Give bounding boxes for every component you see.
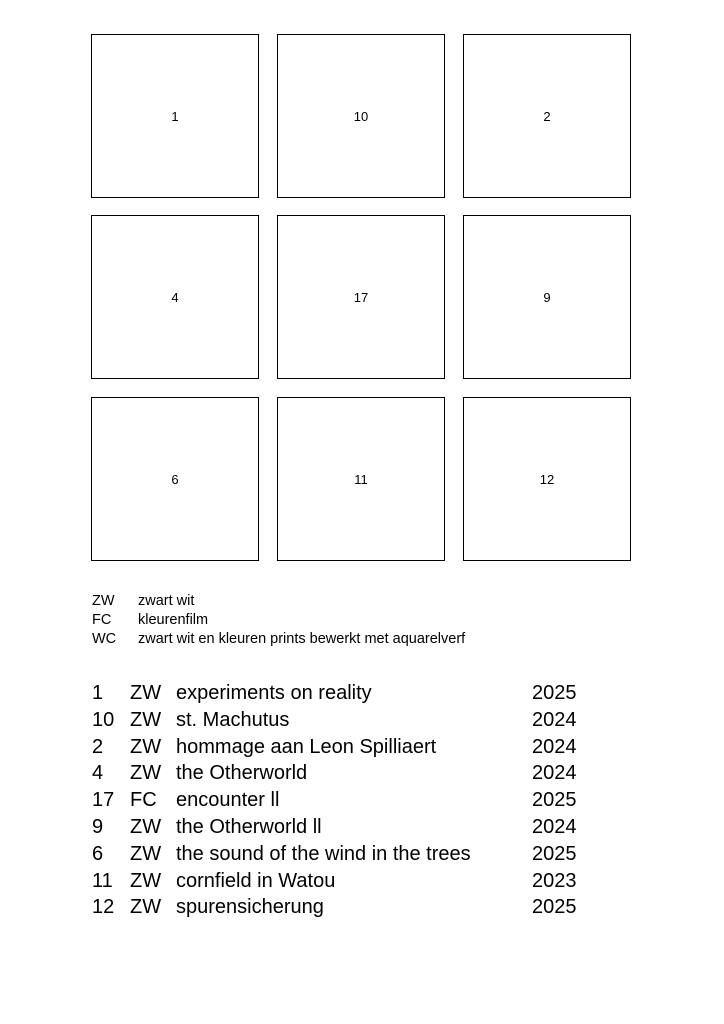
tile-number: 4 — [171, 289, 179, 305]
list-item — [92, 787, 592, 814]
legend-description: kleurenfilm — [138, 612, 209, 628]
work-type: ZW — [130, 682, 162, 704]
tile-number: 9 — [543, 289, 551, 305]
work-year: 2025 — [532, 682, 577, 704]
tile-number: 10 — [353, 108, 369, 124]
work-number: 11 — [92, 869, 113, 892]
work-type: ZW — [130, 762, 162, 785]
legend-row — [92, 630, 465, 649]
work-year: 2024 — [532, 762, 577, 785]
tile-number: 11 — [354, 471, 368, 487]
grid-tile — [277, 34, 445, 198]
legend-code: WC — [92, 631, 117, 647]
grid-tile — [91, 34, 259, 198]
work-title: hommage aan Leon Spilliaert — [176, 735, 437, 758]
list-item — [92, 814, 592, 841]
work-type: ZW — [130, 735, 162, 758]
work-title: encounter ll — [176, 789, 280, 812]
legend-code: ZW — [92, 593, 115, 609]
work-title: experiments on reality — [176, 682, 372, 704]
work-number: 17 — [92, 789, 115, 812]
list-item — [92, 707, 592, 734]
list-item — [92, 841, 592, 868]
legend-row — [92, 611, 465, 630]
work-year: 2024 — [532, 708, 577, 731]
grid-tile — [463, 397, 631, 561]
grid-tile — [277, 215, 445, 379]
legend-code: FC — [92, 612, 112, 628]
tile-number: 12 — [539, 471, 555, 487]
tile-number: 1 — [171, 108, 179, 124]
work-title: cornfield in Watou — [176, 869, 336, 892]
grid-tile — [91, 397, 259, 561]
work-number: 6 — [92, 842, 104, 865]
works-list — [92, 680, 592, 921]
work-type: FC — [130, 789, 157, 812]
work-type: ZW — [130, 708, 162, 731]
work-title: st. Machutus — [176, 708, 290, 731]
work-year: 2025 — [532, 842, 577, 865]
grid-tile — [463, 34, 631, 198]
work-year: 2025 — [532, 789, 577, 812]
legend-description: zwart wit en kleuren prints bewerkt met aquarelverf — [138, 631, 466, 647]
legend-description: zwart wit — [138, 593, 195, 609]
list-item — [92, 734, 592, 761]
legend — [92, 592, 465, 649]
tile-number: 17 — [353, 289, 369, 305]
grid-tile — [277, 397, 445, 561]
work-number: 4 — [92, 762, 104, 785]
work-number: 1 — [92, 682, 104, 704]
work-year: 2024 — [532, 815, 577, 838]
work-title: spurensicherung — [176, 896, 324, 919]
tile-number: 2 — [543, 108, 551, 124]
work-number: 12 — [92, 896, 115, 919]
work-number: 9 — [92, 815, 104, 838]
work-title: the Otherworld — [176, 762, 308, 785]
tile-number: 6 — [171, 471, 179, 487]
work-title: the sound of the wind in the trees — [176, 842, 471, 865]
work-type: ZW — [130, 815, 162, 838]
list-item — [92, 894, 592, 921]
work-type: ZW — [130, 869, 162, 892]
work-year: 2023 — [532, 869, 577, 892]
grid-tile — [463, 215, 631, 379]
work-year: 2025 — [532, 896, 577, 919]
work-title: the Otherworld ll — [176, 815, 322, 838]
grid-tile — [91, 215, 259, 379]
legend-row — [92, 592, 465, 611]
work-type: ZW — [130, 842, 162, 865]
work-type: ZW — [130, 896, 162, 919]
list-item — [92, 868, 592, 895]
list-item — [92, 680, 592, 707]
work-number: 2 — [92, 735, 104, 758]
work-year: 2024 — [532, 735, 577, 758]
list-item — [92, 760, 592, 787]
work-number: 10 — [92, 708, 115, 731]
